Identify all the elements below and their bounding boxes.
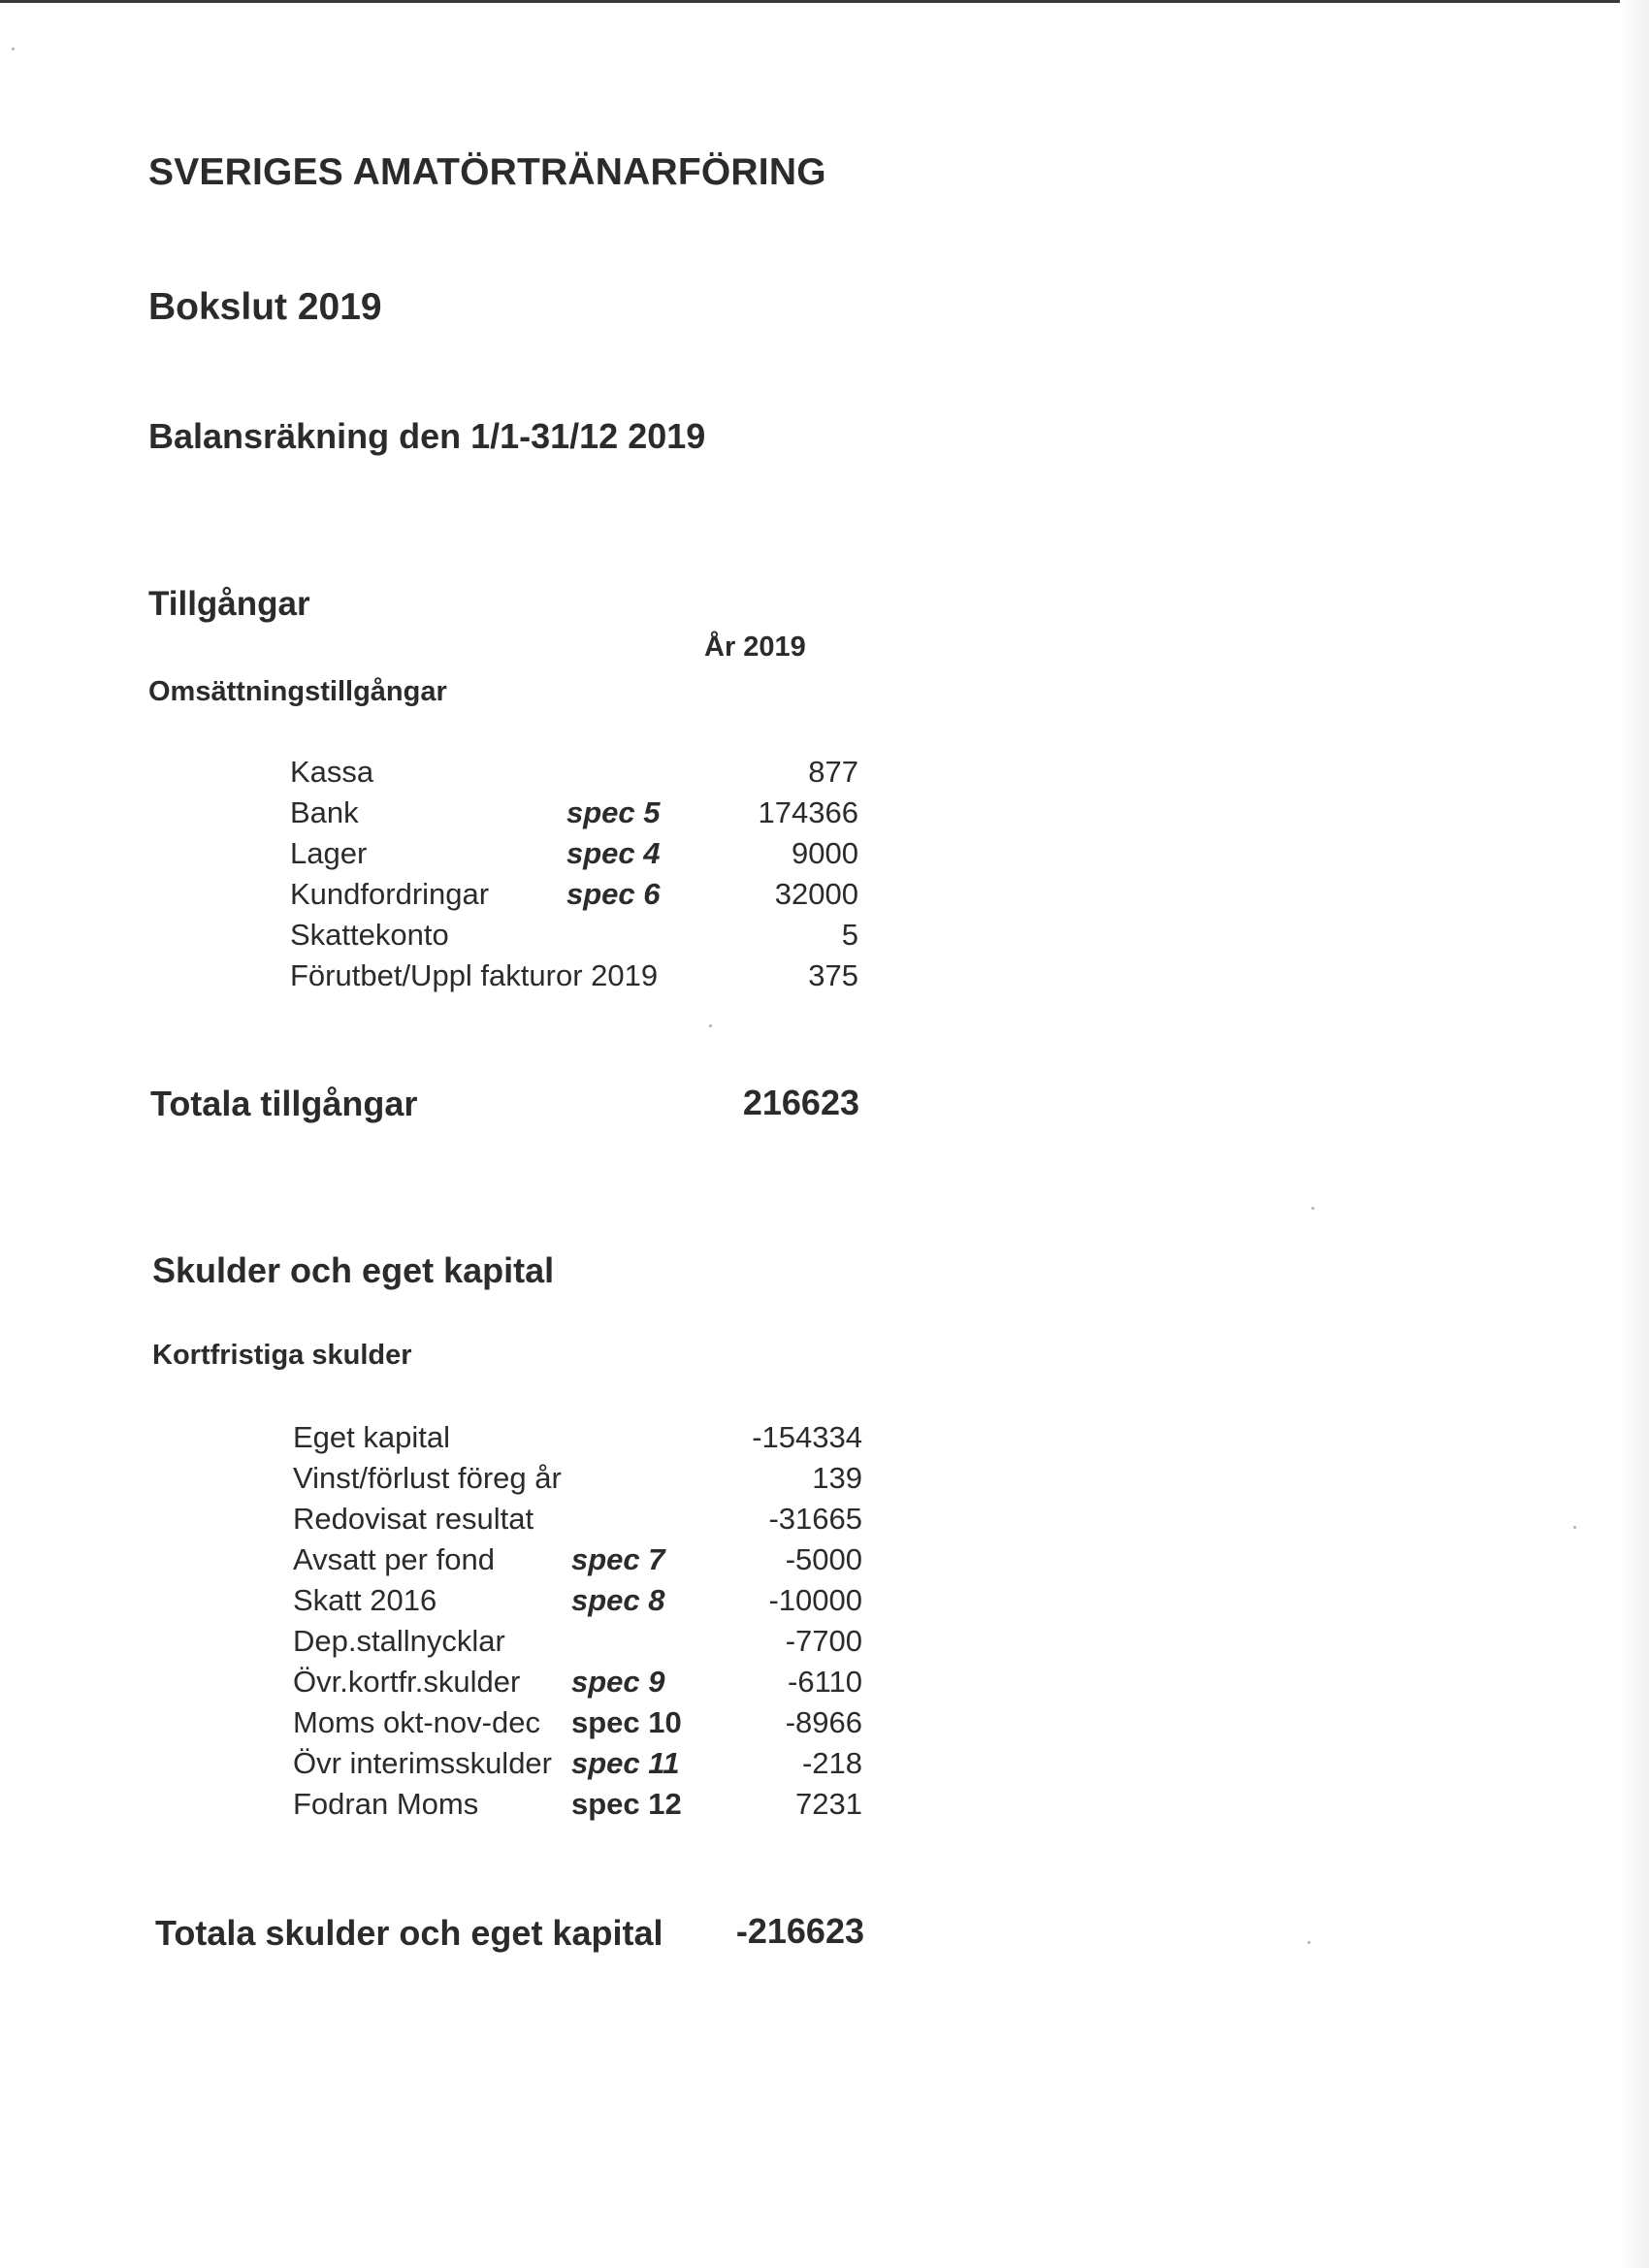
- assets-heading: Tillgångar: [148, 585, 310, 623]
- table-row: [0, 1417, 1649, 1458]
- spec-reference: spec 10: [571, 1705, 682, 1739]
- statement-title: Balansräkning den 1/1-31/12 2019: [148, 416, 706, 456]
- row-label: Skatt 2016: [293, 1583, 437, 1617]
- table-row: [0, 1743, 1649, 1784]
- table-row: [0, 1539, 1649, 1580]
- row-value: -5000: [785, 1542, 862, 1576]
- table-row: [0, 915, 1649, 956]
- scan-edge-top: [0, 0, 1649, 3]
- short-term-liabilities-subheading: Kortfristiga skulder: [152, 1340, 412, 1371]
- spec-reference: spec 12: [571, 1787, 682, 1821]
- total-assets-label: Totala tillgångar: [150, 1084, 418, 1123]
- table-row: [0, 752, 1649, 793]
- row-label: Fodran Moms: [293, 1787, 479, 1821]
- row-value: 5: [841, 918, 858, 952]
- row-value: 375: [808, 958, 858, 992]
- scan-edge-right: [1620, 0, 1649, 2268]
- row-label: Dep.stallnycklar: [293, 1624, 505, 1658]
- spec-reference: spec 6: [566, 877, 661, 911]
- row-value: -7700: [785, 1624, 862, 1658]
- scan-speck: [1311, 1207, 1314, 1210]
- row-label: Förutbet/Uppl fakturor 2019: [290, 958, 659, 992]
- row-label: Lager: [290, 836, 368, 870]
- row-value: -218: [801, 1746, 862, 1780]
- row-value: 32000: [774, 877, 858, 911]
- table-row: [0, 793, 1649, 833]
- row-value: 174366: [758, 795, 858, 829]
- spec-reference: spec 4: [566, 836, 661, 870]
- row-value: 877: [808, 755, 858, 789]
- row-label: Övr interimsskulder: [293, 1746, 552, 1780]
- row-label: Redovisat resultat: [293, 1502, 534, 1536]
- table-row: [0, 1458, 1649, 1499]
- total-assets-value: 216623: [742, 1083, 859, 1122]
- row-value: -6110: [788, 1665, 862, 1699]
- row-label: Eget kapital: [293, 1420, 450, 1454]
- row-label: Bank: [290, 795, 359, 829]
- row-value: -10000: [768, 1583, 862, 1617]
- total-liabilities-value: -216623: [735, 1911, 864, 1951]
- scan-speck: [1308, 1941, 1310, 1944]
- row-label: Skattekonto: [290, 918, 449, 952]
- scan-speck: [12, 48, 15, 50]
- row-label: Avsatt per fond: [293, 1542, 495, 1576]
- spec-reference: spec 11: [571, 1746, 680, 1780]
- row-value: -8966: [785, 1705, 862, 1739]
- row-label: Vinst/förlust föreg år: [293, 1461, 562, 1495]
- year-column-header: År 2019: [704, 632, 806, 663]
- row-label: Kundfordringar: [290, 877, 490, 911]
- total-liabilities-label: Totala skulder och eget kapital: [155, 1913, 663, 1953]
- row-label: Moms okt-nov-dec: [293, 1705, 540, 1739]
- spec-reference: spec 9: [571, 1665, 665, 1699]
- table-row: [0, 1580, 1649, 1621]
- scan-speck: [1573, 1526, 1576, 1529]
- table-row: [0, 1662, 1649, 1702]
- document-title: Bokslut 2019: [148, 286, 382, 328]
- table-row: [0, 1621, 1649, 1662]
- row-value: -154334: [752, 1420, 862, 1454]
- spec-reference: spec 5: [566, 795, 661, 829]
- row-label: Övr.kortfr.skulder: [293, 1665, 521, 1699]
- spec-reference: spec 8: [571, 1583, 665, 1617]
- row-value: 9000: [792, 836, 858, 870]
- spec-reference: spec 7: [571, 1542, 665, 1576]
- table-row: [0, 1499, 1649, 1539]
- row-label: Kassa: [290, 755, 374, 789]
- table-row: [0, 956, 1649, 996]
- table-row: [0, 1702, 1649, 1743]
- scan-speck: [709, 1024, 712, 1027]
- organization-heading: SVERIGES AMATÖRTRÄNARFÖRING: [148, 151, 826, 193]
- table-row: [0, 874, 1649, 915]
- row-value: 7231: [795, 1787, 862, 1821]
- liabilities-heading: Skulder och eget kapital: [152, 1250, 555, 1290]
- row-value: -31665: [768, 1502, 862, 1536]
- table-row: [0, 1784, 1649, 1825]
- current-assets-subheading: Omsättningstillgångar: [148, 676, 447, 707]
- row-value: 139: [812, 1461, 862, 1495]
- table-row: [0, 833, 1649, 874]
